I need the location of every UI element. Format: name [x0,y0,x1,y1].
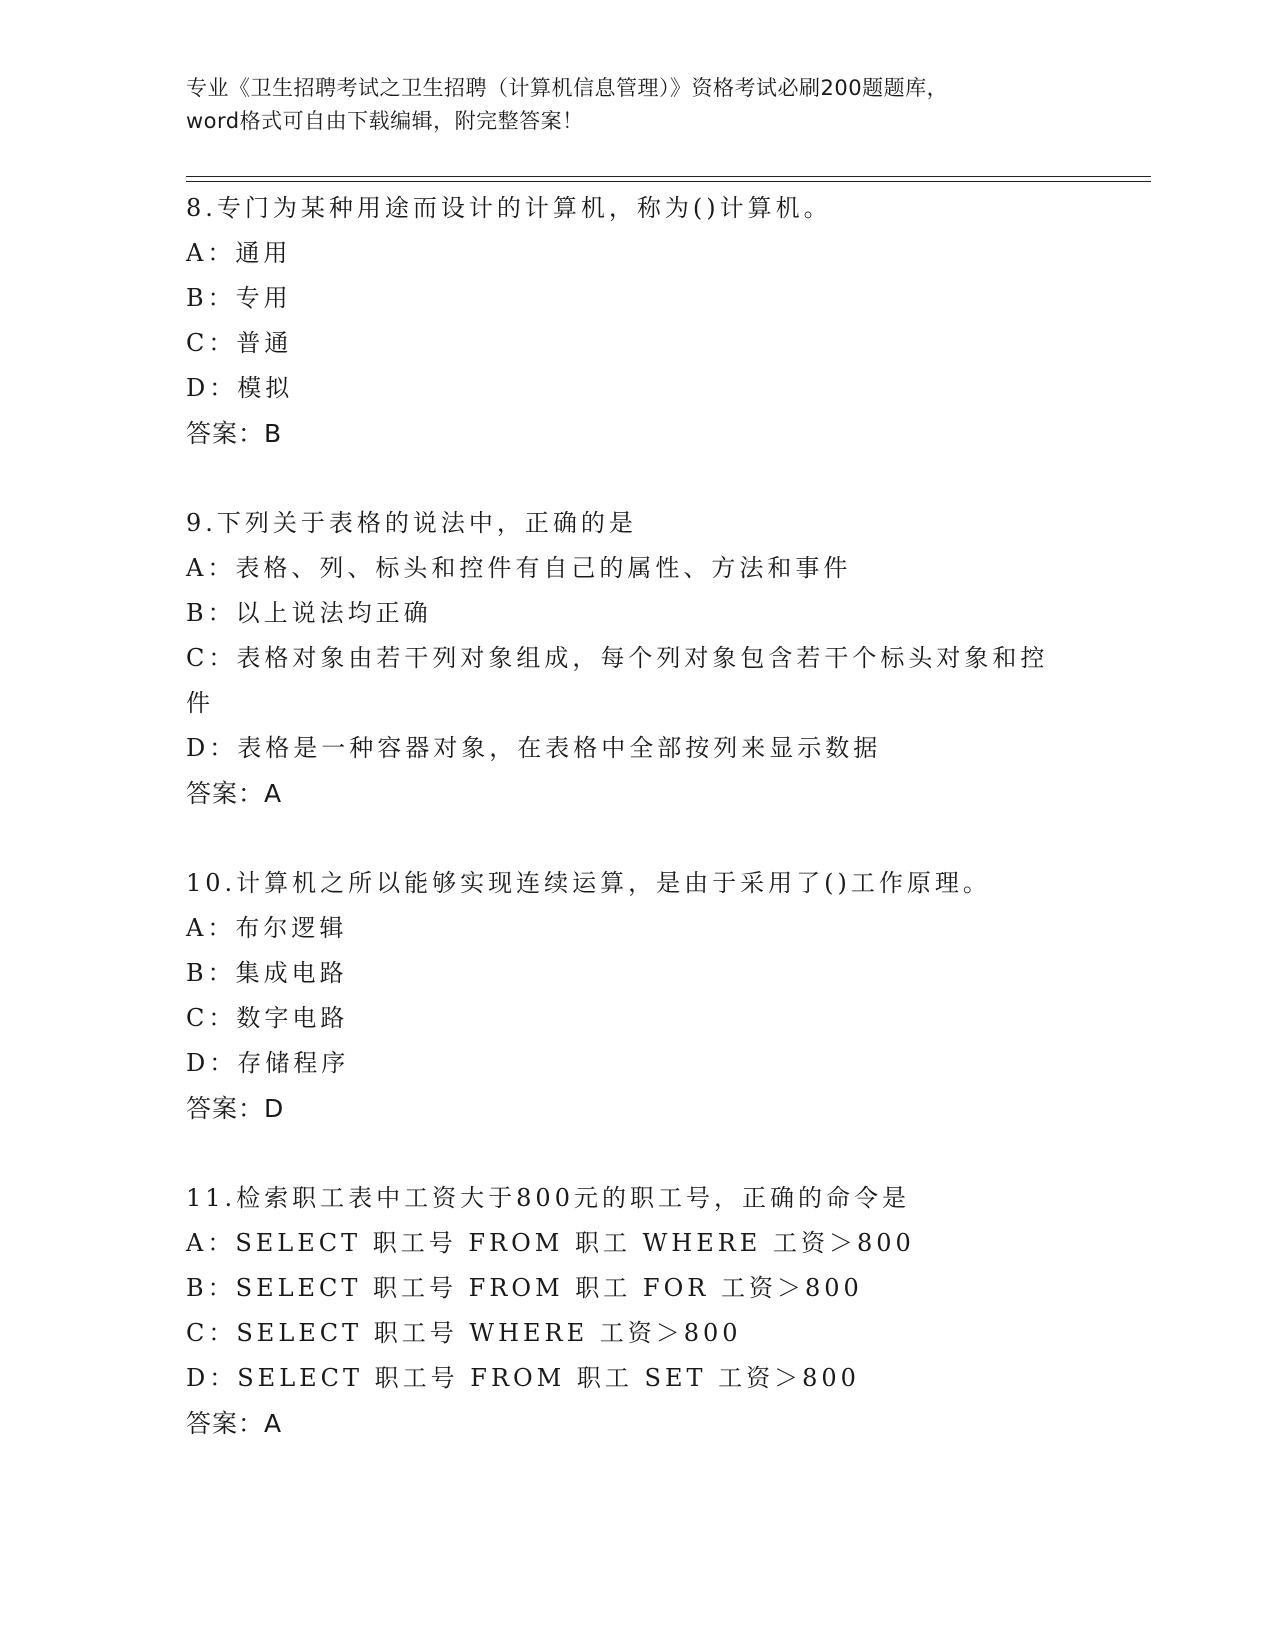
question-9-answer: 答案：A [186,779,283,808]
question-11-option-a: A：SELECT 职工号 FROM 职工 WHERE 工资＞800 [186,1229,915,1257]
question-10-option-a: A：布尔逻辑 [186,914,348,942]
question-8-answer: 答案：B [186,419,283,448]
header-line-1: 专业《卫生招聘考试之卫生招聘（计算机信息管理）》资格考试必刷200题题库， [186,76,949,100]
question-11-option-b: B：SELECT 职工号 FROM 职工 FOR 工资＞800 [186,1274,863,1302]
question-8-option-d: D：模拟 [186,374,294,402]
question-10-stem: 10.计算机之所以能够实现连续运算，是由于采用了()工作原理。 [186,869,991,897]
question-8-option-c: C：普通 [186,329,293,357]
question-9-option-d: D：表格是一种容器对象，在表格中全部按列来显示数据 [186,734,882,762]
header-line-2: word格式可自由下载编辑，附完整答案！ [186,109,584,133]
question-8-option-a: A：通用 [186,239,292,267]
question-8-option-b: B：专用 [186,284,292,312]
question-9-option-c-continued: 件 [186,689,214,717]
header-divider-bottom [186,181,1151,182]
question-9-option-c: C：表格对象由若干列对象组成，每个列对象包含若干个标头对象和控 [186,644,1049,672]
question-10-option-c: C：数字电路 [186,1004,349,1032]
question-9-option-b: B：以上说法均正确 [186,599,432,627]
question-10-option-b: B：集成电路 [186,959,348,987]
question-9-option-a: A：表格、列、标头和控件有自己的属性、方法和事件 [186,554,852,582]
document-header [186,72,1066,138]
question-10-answer: 答案：D [186,1094,285,1123]
question-8-stem: 8.专门为某种用途而设计的计算机，称为()计算机。 [186,194,832,222]
header-divider-top [186,176,1151,177]
question-11-answer: 答案：A [186,1409,283,1438]
question-11-option-d: D：SELECT 职工号 FROM 职工 SET 工资＞800 [186,1364,860,1392]
question-11-option-c: C：SELECT 职工号 WHERE 工资＞800 [186,1319,742,1347]
question-10-option-d: D：存储程序 [186,1049,350,1077]
question-11-stem: 11.检索职工表中工资大于800元的职工号，正确的命令是 [186,1184,910,1212]
question-9-stem: 9.下列关于表格的说法中，正确的是 [186,509,637,537]
